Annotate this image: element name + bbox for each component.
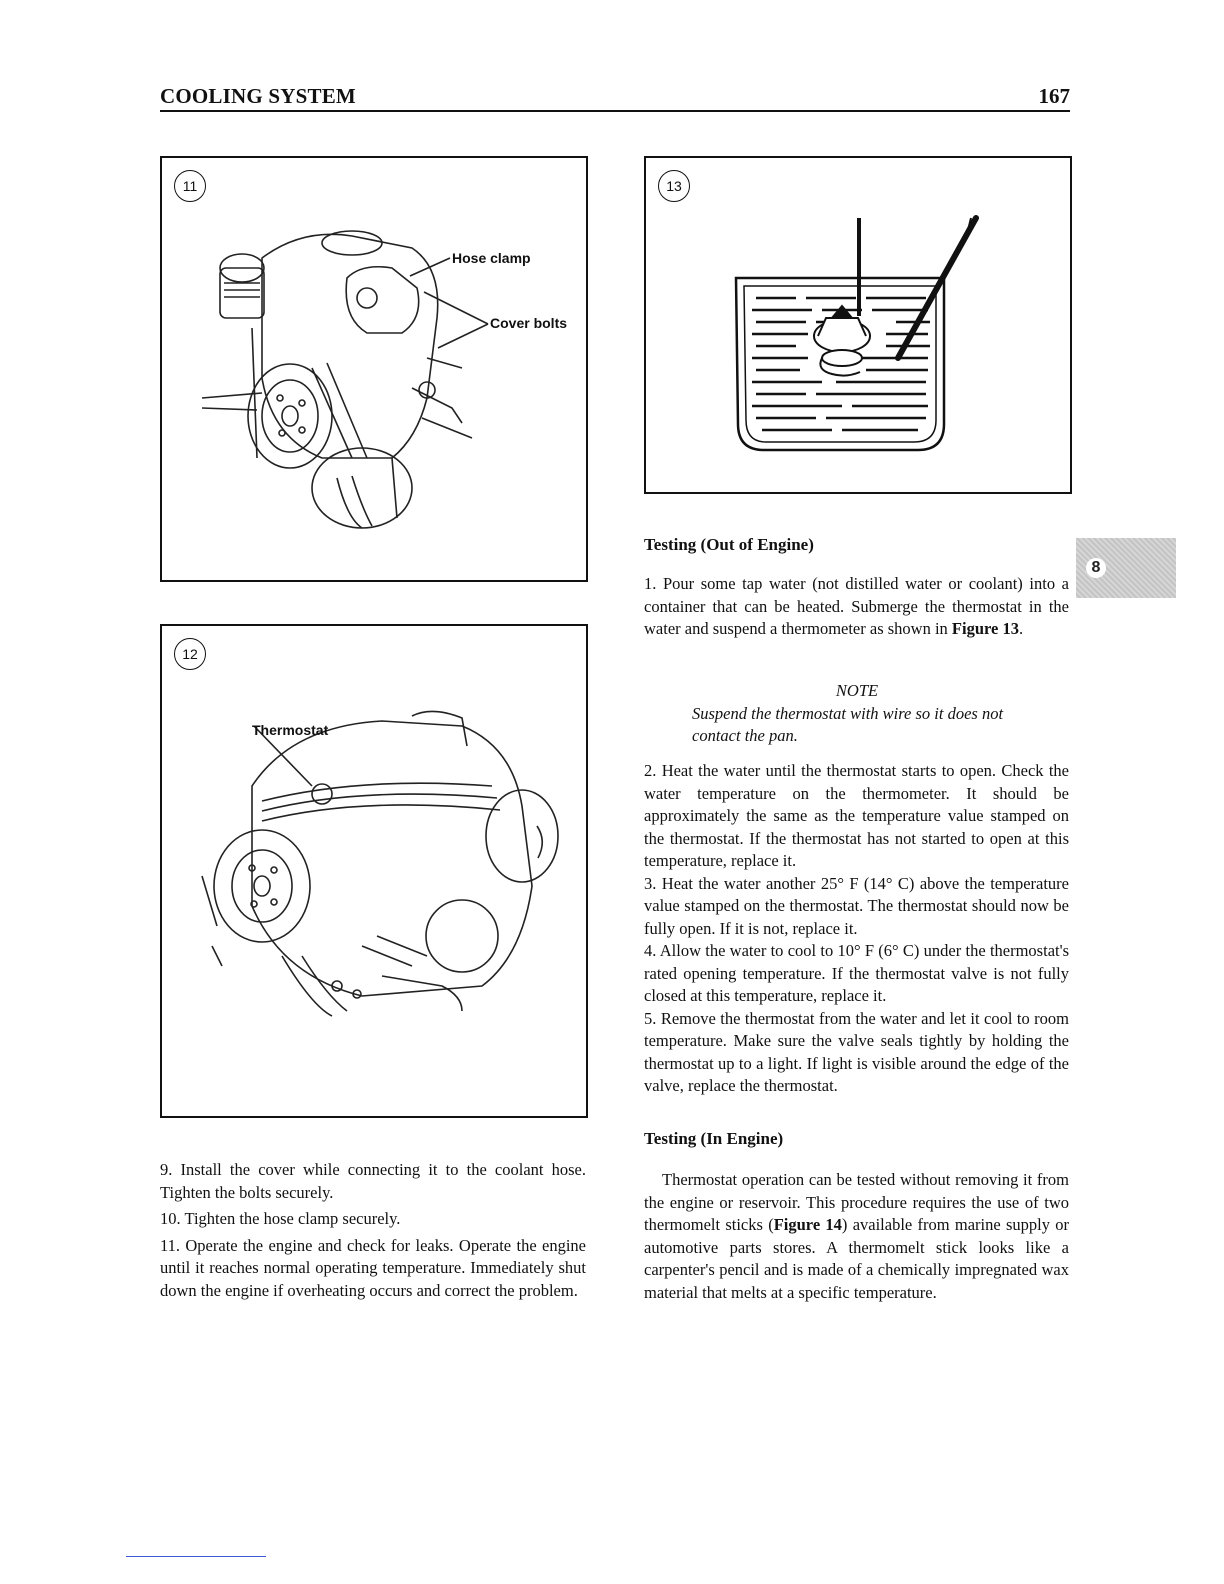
page-header	[160, 84, 1070, 112]
note-block	[692, 680, 1022, 748]
step-4: 4. Allow the water to cool to 10° F (6° C) under the thermostat's rated opening temperature. If the thermostat valve is not fully closed at this temperature, replace it.	[644, 941, 1069, 1005]
figure-14-reference: Figure 14	[773, 1215, 842, 1234]
in-engine-text-start: Thermostat operation can be tested without removing it from the engine or reservoir. This procedure requires the use of two thermomelt sticks (	[644, 1170, 1069, 1234]
section-tab	[1076, 538, 1176, 598]
figure-number: 12	[174, 638, 206, 670]
in-engine-text-end: ) available from marine supply or automotive parts stores. A thermomelt stick looks like a carpenter's pencil and is made of a chemically impregnated wax material that melts at a specific temperature.	[644, 1215, 1069, 1302]
note-title: NOTE	[835, 681, 879, 700]
left-steps	[160, 1159, 586, 1302]
step-3: 3. Heat the water another 25° F (14° C) above the temperature value stamped on the thermostat. The thermostat should now be fully open. If it is not, replace it.	[644, 873, 1069, 938]
callout-thermostat: Thermostat	[252, 722, 329, 738]
step-1-text: 1. Pour some tap water (not distilled water or coolant) into a container that can be heated. Submerge the thermostat in the water and suspend a thermometer as shown in	[644, 574, 1069, 638]
page-number: 167	[1038, 84, 1070, 108]
step-1-end: .	[1019, 619, 1024, 638]
figure-number: 13	[658, 170, 690, 202]
steps-2-5	[644, 760, 1069, 1098]
step-11: 11. Operate the engine and check for leaks. Operate the engine until it reaches normal operating temperature. Immediately shut down the engine if overheating occurs and correct the problem.	[160, 1235, 586, 1300]
step-9: 9. Install the cover while connecting it to the coolant hose. Tighten the bolts securely.	[160, 1160, 586, 1202]
figure-11	[160, 156, 588, 582]
figure-13	[644, 156, 1072, 494]
section-tab-number: 8	[1086, 558, 1106, 578]
figure-12	[160, 624, 588, 1118]
figure-number: 11	[174, 170, 206, 202]
step-1	[644, 573, 1069, 641]
step-2: 2. Heat the water until the thermostat starts to open. Check the water temperature on the thermometer. It should be approximately the same as the temperature value stamped on the thermostat. If the thermostat has not started to open at this temperature, replace it.	[644, 761, 1069, 870]
section-title: COOLING SYSTEM	[160, 84, 356, 108]
heading-testing-out-of-engine: Testing (Out of Engine)	[644, 535, 814, 554]
thermostat-test-illustration	[646, 158, 1070, 492]
heading-testing-in-engine: Testing (In Engine)	[644, 1129, 784, 1148]
engine-cover-illustration	[162, 158, 586, 580]
footer-rule	[126, 1556, 266, 1557]
engine-thermostat-illustration	[162, 626, 586, 1116]
step-5: 5. Remove the thermostat from the water and let it cool to room temperature. Make sure the valve seals tightly by holding the thermostat up to a light. If light is visible around the edge of the valve, replace the thermostat.	[644, 1008, 1069, 1095]
note-body: Suspend the thermostat with wire so it does not contact the pan.	[692, 703, 1004, 745]
in-engine-paragraph	[644, 1169, 1069, 1304]
callout-cover-bolts: Cover bolts	[490, 315, 568, 331]
step-10: 10. Tighten the hose clamp securely.	[160, 1209, 401, 1228]
callout-hose-clamp: Hose clamp	[452, 250, 531, 266]
figure-13-reference: Figure 13	[951, 619, 1019, 638]
